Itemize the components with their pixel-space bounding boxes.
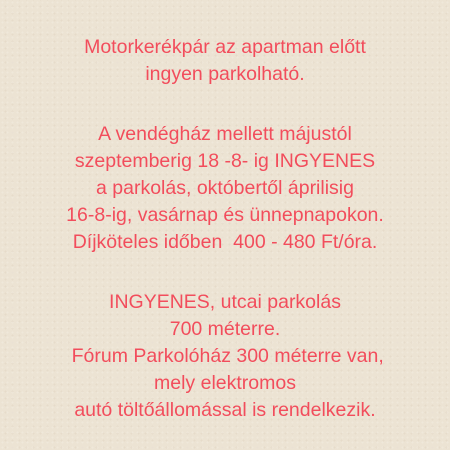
motorcycle-parking-line-1: Motorkerékpár az apartman előtt xyxy=(84,36,366,58)
street-parking-line-1: INGYENES, utcai parkolás xyxy=(109,291,341,313)
parking-garage-line-1: Fórum Parkolóház 300 méterre van, xyxy=(66,345,384,367)
guesthouse-parking-line-1: A vendégház mellett májustól xyxy=(98,123,352,145)
street-parking-line-2: 700 méterre. xyxy=(169,318,281,340)
parking-garage-line-2: mely elektromos xyxy=(154,372,296,394)
parking-fee-line: Díjköteles időben 400 - 480 Ft/óra. xyxy=(72,231,378,253)
guesthouse-parking-line-4: 16-8-ig, vasárnap és ünnepnapokon. xyxy=(66,204,384,226)
guesthouse-parking-line-2: szeptemberig 18 -8- ig INGYENES xyxy=(74,150,376,172)
motorcycle-parking-line-2: ingyen parkolható. xyxy=(145,63,305,85)
ev-charging-line: autó töltőállomással is rendelkezik. xyxy=(74,399,376,421)
guesthouse-parking-line-3: a parkolás, októbertől áprilisig xyxy=(96,177,354,199)
